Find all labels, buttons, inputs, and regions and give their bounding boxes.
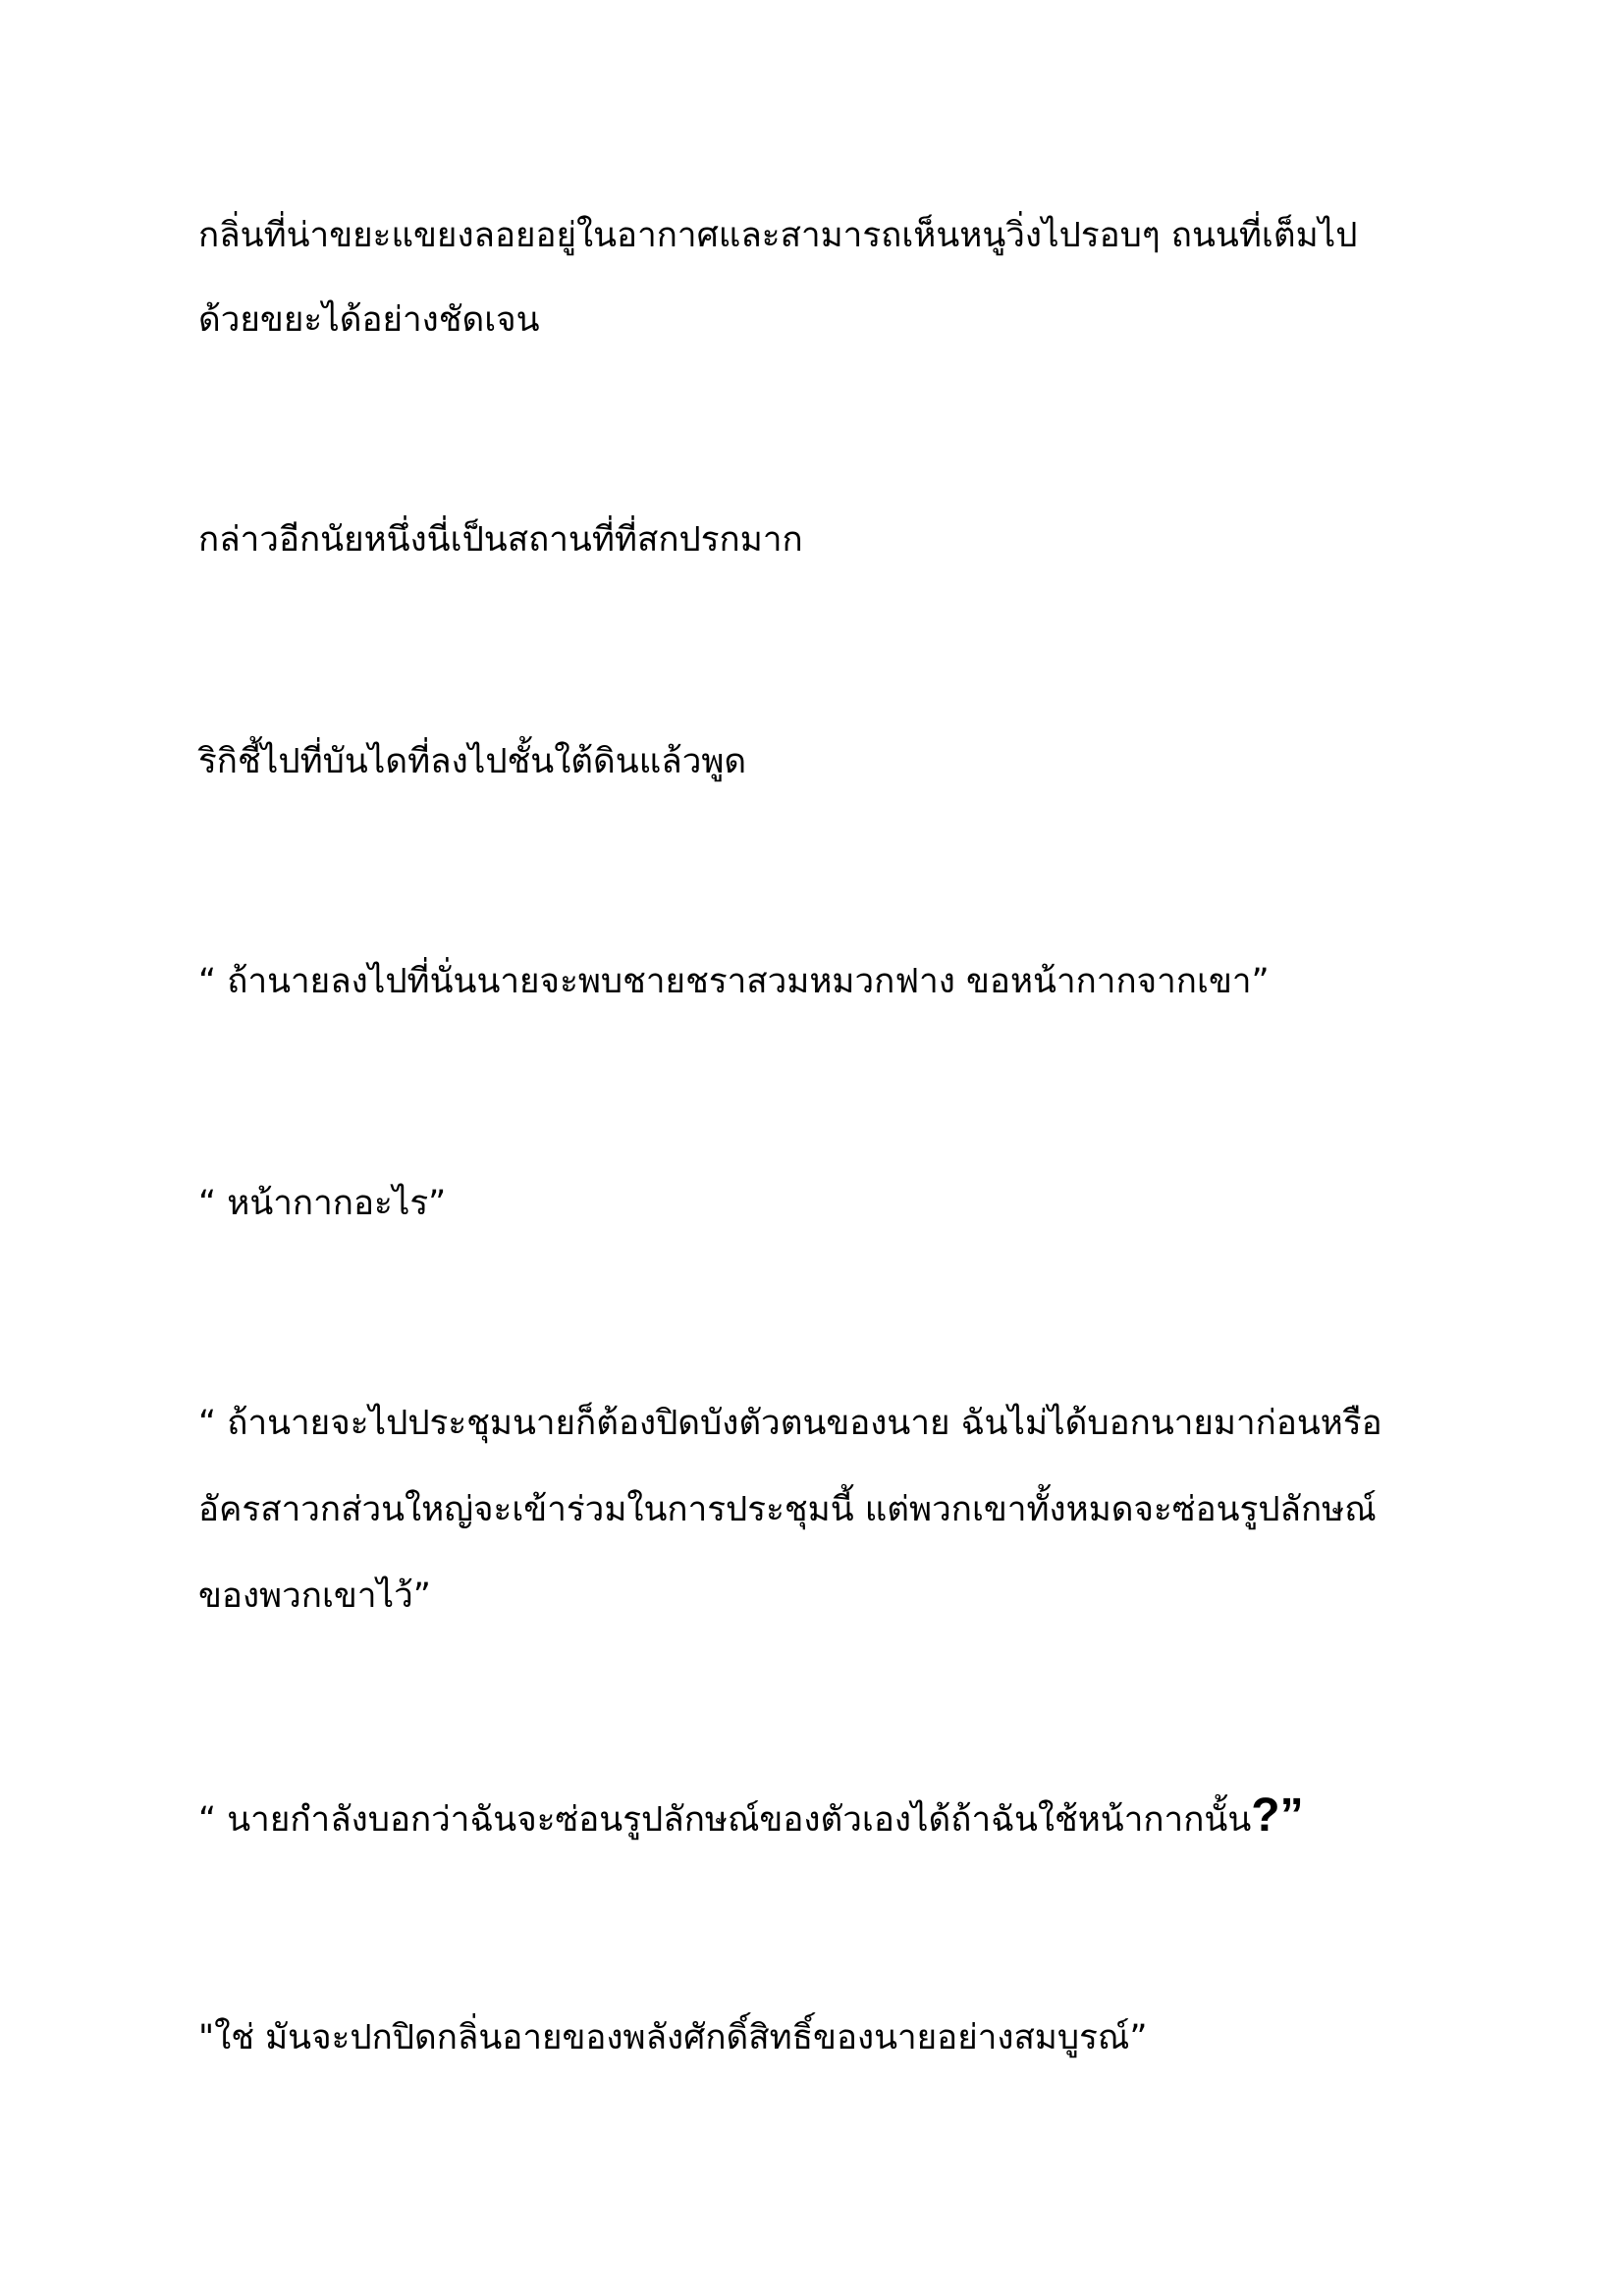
paragraph-1-line-1: กลิ่นที่น่าขยะแขยงลอยอยู่ในอากาศและสามารถเห็นหนูวิ่งไปรอบๆ ถนนที่เต็มไป	[198, 216, 1358, 255]
paragraph-6-line-1: “ ถ้านายจะไปประชุมนายก็ต้องปิดบังตัวตนของนาย ฉันไม่ได้บอกนายมาก่อนหรือ	[198, 1404, 1382, 1443]
paragraph-7-line-1	[198, 1789, 1475, 1842]
paragraph-8-line-1: "ใช่ มันจะปกปิดกลิ่นอายของพลังศักดิ์สิทธิ์ของนายอย่างสมบูรณ์”	[198, 2018, 1148, 2057]
paragraph-7-text: “ นายกำลังบอกว่าฉันจะซ่อนรูปลักษณ์ของตัวเองได้ถ้าฉันใช้หน้ากากนั้น	[198, 1800, 1252, 1840]
paragraph-7-end-mark: ?”	[1251, 1789, 1304, 1842]
paragraph-6-line-3: ของพวกเขาไว้”	[198, 1576, 431, 1616]
paragraph-3-line-1: ริกิชี้ไปที่บันไดที่ลงไปชั้นใต้ดินแล้วพูด	[198, 742, 747, 781]
paragraph-6-line-2: อัครสาวกส่วนใหญ่จะเข้าร่วมในการประชุมนี้ แต่พวกเขาทั้งหมดจะซ่อนรูปลักษณ์	[198, 1490, 1377, 1529]
paragraph-1-line-2: ด้วยขยะได้อย่างชัดเจน	[198, 300, 540, 340]
paragraph-5-line-1: “ หน้ากากอะไร”	[198, 1184, 447, 1223]
paragraph-2-line-1: กล่าวอีกนัยหนึ่งนี่เป็นสถานที่ที่สกปรกมาก	[198, 520, 803, 560]
paragraph-4-line-1: “ ถ้านายลงไปที่นั่นนายจะพบชายชราสวมหมวกฟาง ขอหน้ากากจากเขา”	[198, 962, 1270, 1001]
